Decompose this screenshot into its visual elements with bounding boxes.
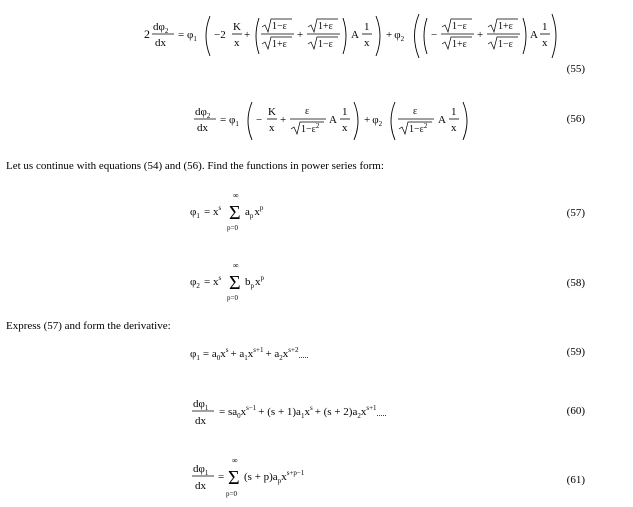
sqrt-one-plus-eps: 1+ε [452, 39, 467, 50]
plus-sign: + [280, 114, 287, 126]
equation-56 [188, 96, 478, 142]
series-term: $(s + p)a_px^{s+p-1}$ [244, 469, 305, 485]
sum-lower-limit: p=0 [226, 490, 237, 498]
lhs-phi2: $\varphi_2$ [190, 276, 200, 290]
derivative-denominator: dx [197, 122, 208, 134]
equation-59 [186, 336, 356, 366]
power-series-expansion: $\varphi_1 = a_0x^s + a_1x^{s+1} + a_2x^{s+2}_{.....}$ [190, 346, 309, 362]
fraction-K: K [268, 106, 276, 118]
series-term: $b_px^p$ [245, 274, 264, 290]
derivative-numerator: $d\varphi_2$ [195, 106, 211, 120]
derivative-denominator: dx [195, 480, 206, 492]
coefficient-A: A [438, 114, 446, 126]
summation-sign: Σ [229, 272, 241, 294]
equation-60 [186, 390, 456, 434]
fraction-K: K [233, 21, 241, 33]
plus-sign: + [477, 29, 484, 41]
equals-x: = $x^s$ [204, 204, 222, 218]
body-paragraph: Let us continue with equations (54) and (56). Find the functions in power series form: [6, 160, 384, 172]
derivative-numerator: $d\varphi_1$ [193, 463, 209, 477]
fraction-x: x [234, 37, 240, 49]
left-paren-large [248, 102, 252, 140]
fraction-one: 1 [364, 21, 370, 33]
derivative-numerator: $d\varphi_1$ [193, 398, 209, 412]
left-paren-large [206, 16, 210, 56]
plus-sign: + [244, 29, 251, 41]
equation-number: (56) [566, 113, 585, 125]
sum-lower-limit: p=0 [227, 294, 238, 302]
coefficient-A: A [329, 114, 337, 126]
sum-upper-limit: ∞ [233, 191, 239, 200]
sqrt-one-minus-eps-sq: $1-\varepsilon^2$ [301, 122, 320, 135]
fraction-one: 1 [542, 21, 548, 33]
fraction-x: x [269, 122, 275, 134]
sqrt-one-minus-eps-sq: $1-\varepsilon^2$ [409, 122, 428, 135]
equals-phi1: = $\varphi_1$ [220, 114, 239, 128]
sqrt-one-minus-eps: 1−ε [452, 21, 467, 32]
left-paren [424, 18, 427, 54]
equation-number: (61) [566, 474, 585, 486]
minus-sign: − [256, 114, 263, 126]
sqrt-one-minus-eps: 1−ε [272, 21, 287, 32]
right-paren [343, 18, 346, 54]
fraction-one: 1 [451, 106, 457, 118]
right-paren-large [552, 14, 556, 58]
sqrt-one-plus-eps: 1+ε [498, 21, 513, 32]
lead-coefficient: 2 [144, 27, 150, 41]
coefficient-A: A [351, 29, 359, 41]
equals-x: = $x^s$ [204, 274, 222, 288]
body-paragraph: Express (57) and form the derivative: [6, 320, 171, 332]
derivative-denominator: dx [195, 415, 206, 427]
fraction-eps: ε [305, 106, 310, 117]
fraction-x: x [342, 122, 348, 134]
left-paren-large [415, 14, 420, 58]
equation-number: (60) [566, 405, 585, 417]
left-paren-large [391, 102, 395, 140]
right-paren [523, 18, 526, 54]
equation-number: (55) [566, 63, 585, 75]
right-paren-large [354, 102, 358, 140]
summation-sign: Σ [229, 202, 241, 224]
sqrt-one-minus-eps: 1−ε [498, 39, 513, 50]
right-paren-large [376, 16, 380, 56]
equation-number: (59) [566, 346, 585, 358]
equation-57 [186, 188, 296, 234]
plus-phi2: + $\varphi_2$ [364, 114, 383, 128]
equation-55 [140, 8, 560, 58]
derivative-denominator: dx [155, 37, 166, 49]
equation-number: (58) [566, 277, 585, 289]
fraction-eps: ε [413, 106, 418, 117]
equals-phi1: = $\varphi_1$ [178, 29, 197, 43]
fraction-x: x [364, 37, 370, 49]
sqrt-one-minus-eps: 1−ε [318, 39, 333, 50]
equals-sign: = [218, 471, 225, 483]
right-paren-large [463, 102, 467, 140]
left-paren [256, 18, 259, 54]
fraction-x: x [542, 37, 548, 49]
equation-58 [186, 258, 296, 304]
plus-phi2: + $\varphi_2$ [386, 29, 405, 43]
derivative-numerator: $d\varphi_2$ [153, 21, 169, 35]
sqrt-one-plus-eps: 1+ε [318, 21, 333, 32]
coefficient-A: A [530, 29, 538, 41]
summation-sign: Σ [228, 467, 240, 489]
minus-sign: − [431, 29, 438, 41]
equation-61 [186, 452, 356, 504]
sum-lower-limit: p=0 [227, 224, 238, 232]
minus-two: −2 [214, 29, 226, 41]
series-term: $a_px^p$ [245, 204, 264, 220]
fraction-x: x [451, 122, 457, 134]
sum-upper-limit: ∞ [233, 261, 239, 270]
fraction-one: 1 [342, 106, 348, 118]
lhs-phi1: $\varphi_1$ [190, 206, 200, 220]
sum-upper-limit: ∞ [232, 456, 238, 465]
derivative-expansion: = $sa_0x^{s-1} + (s + 1)a_1x^s + (s + 2)a_2x^{s+1}_{.....}$ [219, 404, 387, 420]
sqrt-one-plus-eps: 1+ε [272, 39, 287, 50]
equation-number: (57) [566, 207, 585, 219]
plus-sign: + [297, 29, 304, 41]
